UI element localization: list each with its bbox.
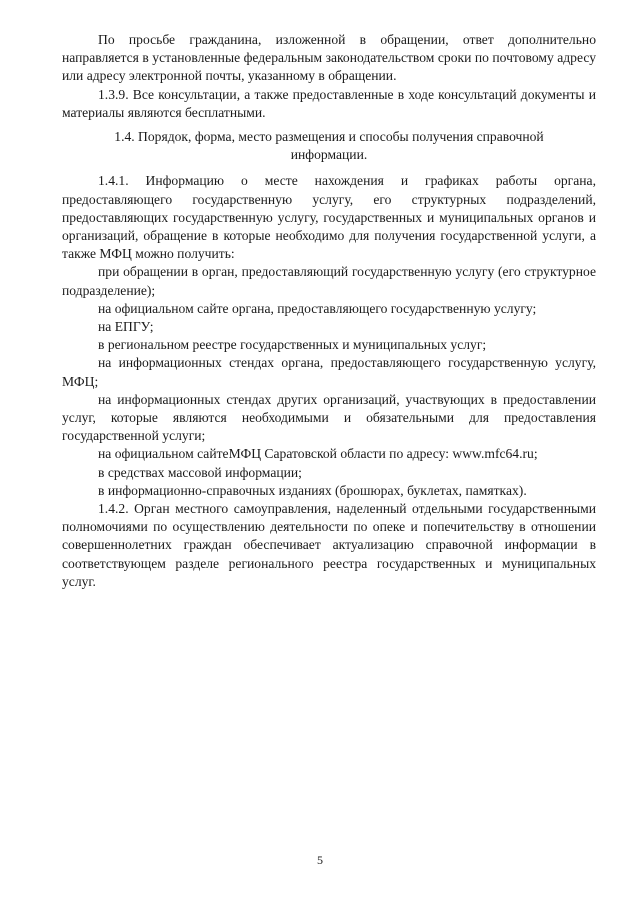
list-item-mfc-site: на официальном сайтеМФЦ Саратовской области по адресу: www.mfc64.ru; xyxy=(98,446,538,462)
paragraph-1-4-1: 1.4.1. Информацию о месте нахождения и графиках работы органа, предоставляющего государственную услугу, его структурных подразделений, предоставляющих государственную услугу, государственных и муниципальных органов и организаций, обращение в которые необходимо для получения государственной услуги, а также МФЦ можно получить: xyxy=(62,173,596,262)
list-item-reference-publications: в информационно-справочных изданиях (брошюрах, буклетах, памятках). xyxy=(98,482,527,498)
list-item-epgu: на ЕПГУ; xyxy=(98,319,154,335)
document-page xyxy=(62,31,596,591)
paragraph-1-3-9: 1.3.9. Все консультации, а также предоставленные в ходе консультаций документы и материалы являются бесплатными. xyxy=(62,86,596,120)
list-item-other-stands: на информационных стендах других организаций, участвующих в предоставлении услуг, которые являются необходимыми и обязательными для предоставления государственной услуги; xyxy=(62,391,596,444)
paragraph-1-4-2: 1.4.2. Орган местного самоуправления, наделенный отдельными государственными полномочиями по осуществлению деятельности по опеке и попечительству в отношении совершеннолетних граждан обеспечивает актуализацию справочной информации в соответствующем разделе регионального реестра государственных и муниципальных услуг. xyxy=(62,501,596,589)
list-item-regional-registry: в региональном реестре государственных и муниципальных услуг; xyxy=(98,337,487,353)
list-item-official-site: на официальном сайте органа, предоставляющего государственную услугу; xyxy=(98,300,537,316)
section-heading-1-4: 1.4. Порядок, форма, место размещения и способы получения справочной информации. xyxy=(114,129,544,163)
list-item-mass-media: в средствах массовой информации; xyxy=(98,464,302,480)
page-number: 5 xyxy=(317,853,323,867)
list-item-organ-stands: на информационных стендах органа, предоставляющего государственную услугу, МФЦ; xyxy=(62,355,596,389)
paragraph-response-delivery: По просьбе гражданина, изложенной в обращении, ответ дополнительно направляется в установленные федеральным законодательством сроки по почтовому адресу или адресу электронной почты, указанному в обращении. xyxy=(62,32,596,84)
list-item-organ-visit: при обращении в орган, предоставляющий государственную услугу (его структурное подразделение); xyxy=(62,264,596,298)
